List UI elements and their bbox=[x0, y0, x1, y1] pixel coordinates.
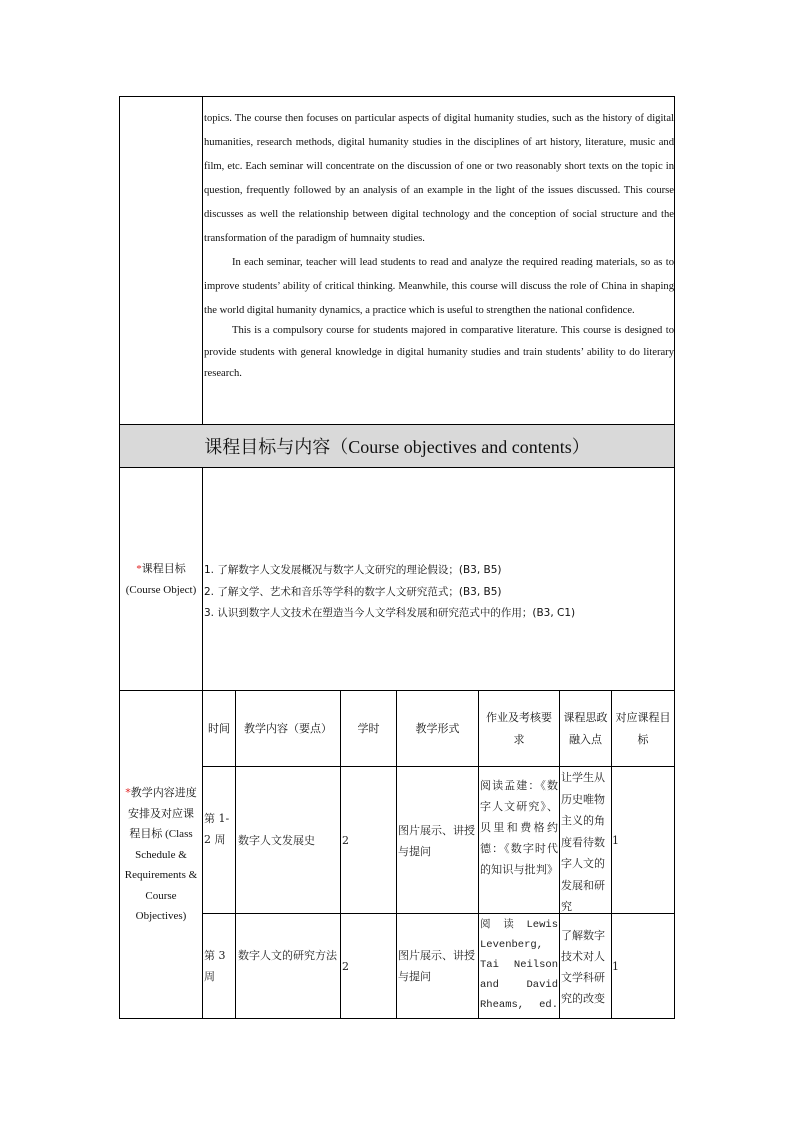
rule bbox=[202, 96, 203, 425]
schedule-label-en-2: Schedule & bbox=[135, 848, 187, 861]
objectives-list bbox=[204, 560, 672, 625]
col-header-objective: 对应课程目标 bbox=[615, 710, 671, 746]
description-paragraph: topics. The course then focuses on particular aspects of digital humanity studies, such as the history of digital humanities, research methods, digital humanity studies in the disciplines of art history, literature, music and film, etc. Each seminar will concentrate on the discussion of one or two reasonably short texts on the topic in question, frequently followed by an analysis of an example in the light of the issues discussed. This course discusses as well the relationship between digital technology and the conception of social structure and the transformation of the paradigm of humnaity studies. bbox=[204, 113, 674, 244]
col-header-time: 时间 bbox=[208, 721, 230, 735]
row1-content: 数字人文发展史 bbox=[238, 834, 315, 847]
section-header-text: 课程目标与内容（Course objectives and contents） bbox=[204, 437, 590, 457]
objective-item: 1. 了解数字人文发展概况与数字人文研究的理论假设；(B3, B5) bbox=[204, 564, 502, 576]
schedule-label-cn-1: 教学内容进度 bbox=[130, 786, 197, 799]
objective-item: 3. 认识到数字人文技术在塑造当今人文学科发展和研究范式中的作用；(B3, C1) bbox=[204, 607, 576, 619]
schedule-label-en-5: Objectives) bbox=[135, 910, 187, 922]
schedule-label-cn-2: 安排及对应课 bbox=[128, 806, 194, 820]
row2-ideology: 了解数字技术对人文学科研究的改变 bbox=[561, 929, 605, 1005]
course-description bbox=[204, 107, 674, 385]
rule bbox=[478, 690, 479, 1019]
row2-hours: 2 bbox=[342, 960, 349, 973]
description-paragraph: In each seminar, teacher will lead students to read and analyze the required reading materials, so as to improve students’ ability of critical thinking. Meanwhile, this course will discuss the role of China in shaping the world digital humanity dynamics, a practice which is useful to strengthen the national confidence. bbox=[204, 257, 674, 316]
col-header-homework: 作业及考核要求 bbox=[486, 710, 552, 746]
rule bbox=[559, 690, 560, 1019]
table-border-right bbox=[674, 96, 675, 1019]
row2-homework: 阅 读 Lewis Levenberg, Tai Neilson and David Rheams, ed. bbox=[480, 919, 558, 1011]
required-marker: * bbox=[136, 563, 142, 575]
row2-form: 图片展示、讲授与提问 bbox=[398, 949, 475, 983]
description-paragraph: This is a compulsory course for students majored in comparative literature. This course is designed to provide students with general knowledge in digital humanity studies and train students’ ability to do literary research. bbox=[204, 325, 674, 379]
objectives-label bbox=[120, 560, 202, 599]
row2-content: 数字人文的研究方法 bbox=[238, 949, 337, 962]
required-marker: * bbox=[125, 786, 131, 799]
col-header-ideology: 课程思政融入点 bbox=[563, 710, 608, 746]
row2-objective: 1 bbox=[612, 960, 619, 973]
section-header bbox=[120, 425, 674, 467]
row1-ideology: 让学生从历史唯物主义的角度看待数字人文的发展和研究 bbox=[561, 771, 605, 913]
objectives-label-en: (Course Object) bbox=[125, 584, 197, 596]
schedule-label bbox=[120, 783, 202, 927]
col-header-form: 教学形式 bbox=[415, 721, 460, 735]
col-header-hours: 学时 bbox=[357, 721, 380, 735]
objectives-label-cn: 课程目标 bbox=[141, 562, 186, 575]
row1-objective: 1 bbox=[612, 834, 619, 847]
schedule-label-en-3: Requirements & bbox=[124, 869, 198, 881]
row1-hours: 2 bbox=[342, 834, 349, 847]
row1-form: 图片展示、讲授与提问 bbox=[398, 824, 475, 858]
row1-homework: 阅读孟建：《数字人文研究》、贝里和费格约德：《数字时代的知识与批判》 bbox=[480, 779, 558, 876]
objective-item: 2. 了解文学、艺术和音乐等学科的数字人文研究范式；(B3, B5) bbox=[204, 585, 502, 598]
schedule-label-en-1: (Class bbox=[165, 828, 193, 840]
row1-time: 第 1-2 周 bbox=[204, 812, 230, 846]
col-header-content: 教学内容（要点） bbox=[244, 721, 332, 735]
schedule-label-cn-3: 程目标 bbox=[129, 827, 163, 840]
schedule-label-en-4: Course bbox=[145, 889, 177, 902]
row2-time: 第 3 周 bbox=[204, 949, 226, 983]
